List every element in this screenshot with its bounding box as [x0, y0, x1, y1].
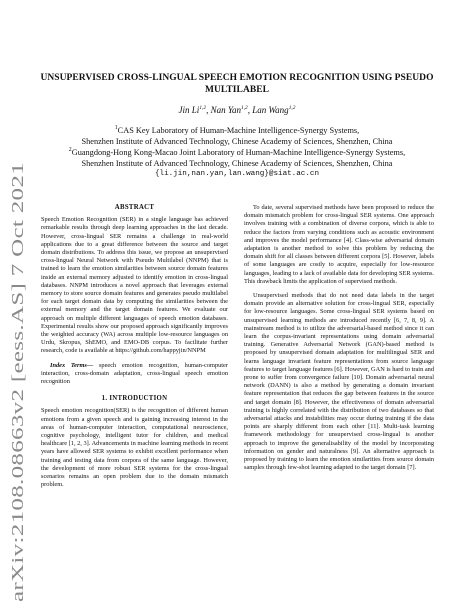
body-paragraph: To date, several supervised methods have been proposed to reduce the domain mismatch problem for cross-lingual SER systems. One approach involves training with a combination of diverse corpora, which is able to reduce the factors from varying conditions such as acoustic environment and improves the model performance [4]. Class-wise adversarial domain adaptation is another method to solve this problem by reducing the domain shift for all classes between different corpora [5]. However, labels of some languages are costly to acquire, especially for low-resource languages, leading to a lack of available data for developing SER systems. This drawback limits the application of supervised methods.: [244, 204, 434, 285]
affiliations: [40, 125, 434, 180]
right-column: [244, 204, 434, 479]
author-affil-mark: 1,2: [199, 105, 207, 111]
affiliation-line: Shenzhen Institute of Advanced Technology, Chinese Academy of Sciences, Shenzhen, China: [81, 159, 393, 168]
affiliation-line: [40, 147, 434, 158]
author-name: Lan Wang: [252, 105, 289, 115]
body-paragraph: Unsupervised methods that do not need data labels in the target domain provide an alternative solution for cross-lingual SER, especially for low-resource languages. Some cross-lingual SER systems based on unsupervised learning methods are introduced recently [6, 7, 8, 9]. A mainstream method is to utilize the adversarial-based method since it can learn the corpus-invariant representations using domain adversarial training. Generative Adversarial Network (GAN)-based method is proposed by unsupervised domain adaptation for multilingual SER and learns language invariant feature representations from source language features to target language features [6]. However, GAN is hard to train and prone to suffer from convergence failure [10]. Domain adversarial neural network (DANN) is also a method by generating a domain invariant feature representation that reduces the gap between features in the source and target domain [8]. However, the effectiveness of domain adversarial training is highly correlated with the distribution of two databases so that adversarial attacks and instabilities may occur during training if the data points are sharply different from each other [11]. Multi-task learning framework methodology for unsupervised cross-lingual is another approach to improve the generalisability of the model by incorporating information on gender and naturalness [9]. An alternative approach is proposed by training to learn the emotion similarities from source domain samples through few-shot learning adapted to the target domain [7].: [244, 292, 434, 472]
left-column: [41, 204, 228, 496]
arxiv-stamp-text: arXiv:2108.08663v2 [eess.AS] 7 Oct 2021: [8, 311, 27, 602]
affiliation-text: Guangdong-Hong Kong-Macao Joint Laboratory of Human-Machine Intelligence-Synergy Systems,: [71, 148, 406, 157]
author-affil-mark: 1,2: [241, 105, 248, 111]
affiliation-text: CAS Key Laboratory of Human-Machine Intelligence-Synergy Systems,: [117, 126, 360, 135]
author-email: {li.jin,nan.yan,lan.wang}@siat.ac.cn: [154, 170, 320, 178]
affiliation-mark: 1: [114, 125, 118, 132]
paper-title: UNSUPERVISED CROSS-LINGUAL SPEECH EMOTION RECOGNITION USING PSEUDO MULTILABEL: [40, 73, 434, 95]
affiliation-line: [40, 125, 434, 136]
author-affil-mark: 1,2: [288, 105, 296, 111]
index-terms-body: speech emotion recognition, human-computer interaction, cross-domain adaptation, cross-lingual speech emotion recognition: [41, 361, 228, 386]
introduction-body: Speech emotion recognition(SER) is the recognition of different human emotions from a given speech and is gaining increasing interest in the areas of human-computer interaction, computational neuroscience, cognitive psychology, intelligent tutor for children, and medical healthcare [1, 2, 3]. Advancements in machine learning methods in recent years have allowed SER systems to exhibit excellent performance when training and testing data from corpora of the same language. However, the development of more robust SER systems for the cross-lingual scenarios remains an open problem due to the domain mismatch problem.: [41, 407, 228, 489]
author-name: Nan Yan: [210, 105, 241, 115]
affiliation-line: Shenzhen Institute of Advanced Technology, Chinese Academy of Sciences, Shenzhen, China: [81, 137, 393, 146]
index-terms-lead: Index Terms—: [50, 361, 94, 369]
affiliation-mark: 2: [68, 147, 72, 154]
arxiv-stamp: [6, 160, 30, 605]
introduction-heading: 1. INTRODUCTION: [101, 395, 168, 403]
index-terms: [41, 362, 228, 387]
abstract-heading: ABSTRACT: [114, 204, 155, 211]
author-list: Jin Li$^{1,2}$, Nan Yan$^{1,2}$, Lan Wang$^{1,2}$: [178, 105, 296, 115]
abstract-body: Speech Emotion Recognition (SER) in a single language has achieved remarkable results through deep learning approaches in the last decade. However, cross-lingual SER remains a challenge in real-world applications due to a great difference between the source and target domain distributions. To address this issue, we propose an unsupervised cross-lingual Neural Network with Pseudo Multilabel (NNPM) that is trained to learn the emotion similarities between source domain features inside an external memory adjusted to identify emotion in cross-lingual databases. NNPM introduces a novel approach that leverages external memory to store source domain features and generates pseudo multilabel for each target domain data by computing the similarities between the external memory and the target domain features. We evaluate our approach on multiple different languages of speech emotion databases. Experimental results show our proposed approach significantly improves the weighted accuracy (WA) across multiple low-resource languages on Urdu, Skropus, ShEMO, and EMO-DB corpus. To facilitate further research, code is available at https://github.com/happyjin/NNPM: [41, 216, 228, 355]
author-name: Jin Li: [178, 105, 200, 115]
